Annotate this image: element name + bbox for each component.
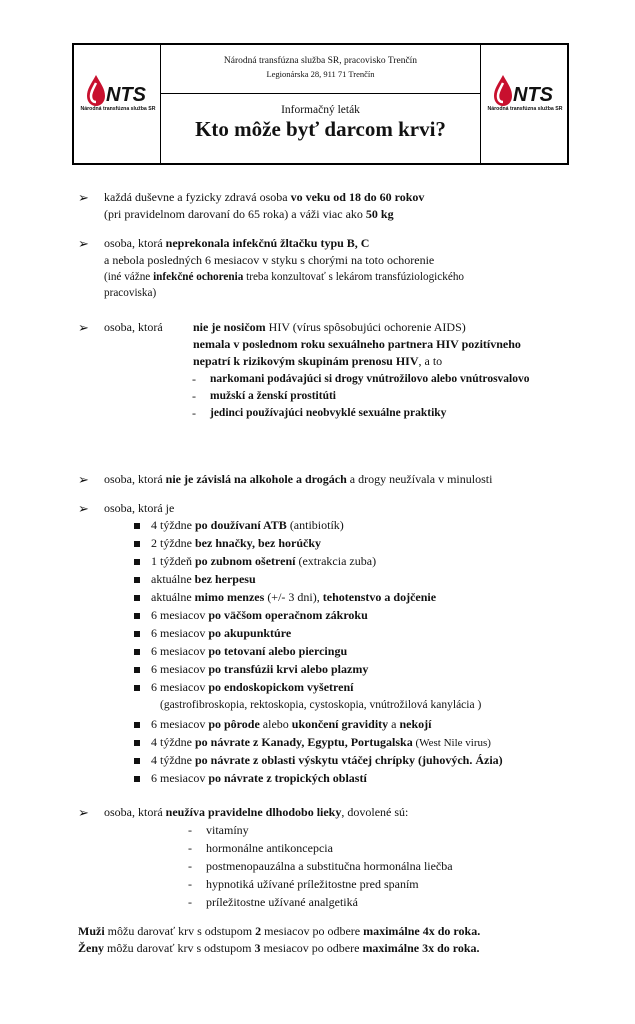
square-bullet-icon bbox=[134, 649, 140, 655]
text-bold: maximálne 3x do roka. bbox=[362, 941, 480, 955]
dash-bullet-icon: - bbox=[192, 389, 196, 403]
text: 4 týždne bbox=[151, 518, 195, 532]
text-bold: po väčšom operačnom zákroku bbox=[208, 608, 368, 622]
text: 6 mesiacov bbox=[151, 626, 209, 640]
text: alebo bbox=[259, 717, 292, 731]
text: a bbox=[388, 717, 400, 731]
text-bold: Muži bbox=[78, 924, 105, 938]
text: osoba, ktorá bbox=[104, 805, 166, 819]
square-bullet-icon bbox=[134, 541, 140, 547]
text-bold: po návrate z Kanady, Egyptu, Portugalska bbox=[195, 735, 413, 749]
deferral-item bbox=[151, 771, 367, 786]
deferral-item bbox=[151, 717, 432, 732]
text: , a to bbox=[418, 354, 443, 368]
text: 4 týždne bbox=[151, 753, 195, 767]
text: , dovolené sú: bbox=[341, 805, 409, 819]
footer-women bbox=[78, 941, 480, 956]
allowed-medication-item: vitamíny bbox=[206, 823, 249, 837]
logo-text: NTS bbox=[513, 84, 553, 106]
text-bold: 50 kg bbox=[365, 207, 394, 221]
text-bold: nekojí bbox=[399, 717, 432, 731]
text: 2 týždne bbox=[151, 536, 195, 550]
text-bold: neužíva pravidelne dlhodobo lieky bbox=[165, 805, 342, 819]
dash-bullet-icon: - bbox=[188, 859, 192, 873]
text-bold: po transfúzii krvi alebo plazmy bbox=[208, 662, 369, 676]
square-bullet-icon bbox=[134, 595, 140, 601]
deferral-item bbox=[151, 608, 368, 623]
risk-group-item: jedinci používajúci neobvyklé sexuálne praktiky bbox=[210, 407, 447, 419]
arrow-bullet-icon: ➢ bbox=[78, 190, 89, 205]
logo-cell-right bbox=[480, 45, 567, 163]
text-bold: po doužívaní ATB bbox=[195, 518, 287, 532]
leaflet-label: Informačný leták bbox=[281, 104, 360, 116]
text: (iné vážne bbox=[104, 271, 154, 283]
dash-bullet-icon: - bbox=[192, 372, 196, 386]
risk-group-item: narkomani podávajúci si drogy vnútrožilovo alebo vnútrosvalovo bbox=[210, 373, 530, 385]
text-bold: nepatrí k rizikovým skupinám prenosu HIV bbox=[193, 354, 419, 368]
deferral-item bbox=[151, 536, 321, 551]
text-bold: nie je závislá na alkohole a drogách bbox=[165, 472, 347, 486]
text: aktuálne bbox=[151, 572, 195, 586]
blood-drop-icon bbox=[82, 71, 154, 111]
text: 6 mesiacov bbox=[151, 771, 209, 785]
dash-bullet-icon: - bbox=[188, 841, 192, 855]
logo-caption: Národná transfúzna služba SR bbox=[487, 106, 563, 112]
text: treba konzultovať s lekárom transfúziologického bbox=[243, 271, 465, 283]
deferral-item bbox=[151, 753, 503, 768]
arrow-bullet-icon: ➢ bbox=[78, 472, 89, 487]
header-org-block bbox=[160, 45, 481, 94]
logo-caption: Národná transfúzna služba SR bbox=[80, 106, 156, 112]
text-bold: Ženy bbox=[78, 941, 105, 955]
text-bold: po zubnom ošetrení bbox=[195, 554, 296, 568]
text: môžu darovať krv s odstupom bbox=[104, 924, 256, 938]
deferral-item bbox=[151, 518, 344, 533]
square-bullet-icon bbox=[134, 631, 140, 637]
deferral-item bbox=[151, 662, 368, 677]
text-bold: po tetovaní alebo piercingu bbox=[208, 644, 348, 658]
dash-bullet-icon: - bbox=[188, 895, 192, 909]
deferral-item bbox=[151, 572, 256, 587]
square-bullet-icon bbox=[134, 613, 140, 619]
deferral-item bbox=[151, 590, 436, 605]
square-bullet-icon bbox=[134, 685, 140, 691]
criterion-medication bbox=[104, 805, 408, 820]
criterion-deferral-intro: osoba, ktorá je bbox=[104, 501, 175, 515]
criterion-age bbox=[104, 190, 424, 205]
text-bold: nie je nosičom bbox=[193, 320, 266, 334]
arrow-bullet-icon: ➢ bbox=[78, 501, 89, 516]
deferral-item bbox=[151, 735, 491, 751]
text-bold: 2 bbox=[255, 924, 262, 938]
text: môžu darovať krv s odstupom bbox=[104, 941, 255, 955]
text: 6 mesiacov bbox=[151, 644, 209, 658]
text-bold: maximálne 4x do roka. bbox=[363, 924, 481, 938]
text: osoba, ktorá bbox=[104, 236, 166, 250]
arrow-bullet-icon: ➢ bbox=[78, 320, 89, 335]
criterion-hepatitis bbox=[104, 236, 369, 251]
criterion-infection-note bbox=[104, 270, 464, 285]
dash-bullet-icon: - bbox=[188, 823, 192, 837]
text-bold: 3 bbox=[254, 941, 261, 955]
allowed-medication-item: hypnotiká užívané príležitostne pred spaním bbox=[206, 877, 419, 891]
criterion-hiv-intro: osoba, ktorá bbox=[104, 320, 163, 334]
page-title: Kto môže byť darcom krvi? bbox=[195, 117, 446, 141]
text: osoba, ktorá bbox=[104, 472, 166, 486]
nts-logo-left bbox=[82, 71, 154, 131]
logo-text: NTS bbox=[106, 84, 146, 106]
risk-group-item: mužskí a ženskí prostitúti bbox=[210, 390, 336, 402]
footer-men bbox=[78, 924, 480, 939]
text-bold: po endoskopickom vyšetrení bbox=[208, 680, 354, 694]
criterion-hiv-risk bbox=[193, 354, 442, 369]
text: a drogy neužívala v minulosti bbox=[346, 472, 493, 486]
allowed-medication-item: príležitostne užívané analgetiká bbox=[206, 895, 358, 909]
text: mesiacov po odbere bbox=[260, 941, 363, 955]
square-bullet-icon bbox=[134, 523, 140, 529]
deferral-item bbox=[151, 554, 376, 569]
dash-bullet-icon: - bbox=[188, 877, 192, 891]
text: 6 mesiacov bbox=[151, 608, 209, 622]
text: každá duševne a fyzicky zdravá osoba bbox=[104, 190, 291, 204]
arrow-bullet-icon: ➢ bbox=[78, 805, 89, 820]
deferral-item bbox=[151, 644, 347, 659]
text-bold: po pôrode bbox=[208, 717, 260, 731]
square-bullet-icon bbox=[134, 776, 140, 782]
text-bold: po návrate z oblasti výskytu vtáčej chrípky (juhových. Ázia) bbox=[195, 753, 503, 767]
text-bold: vo veku od 18 do 60 rokov bbox=[290, 190, 425, 204]
criterion-infection-note-end: pracoviska) bbox=[104, 287, 157, 299]
text-bold: mimo menzes bbox=[194, 590, 265, 604]
allowed-medication-item: hormonálne antikoncepcia bbox=[206, 841, 333, 855]
deferral-item bbox=[151, 680, 353, 695]
text: (pri pravidelnom darovaní do 65 roka) a váži viac ako bbox=[104, 207, 366, 221]
text: (antibiotík) bbox=[286, 518, 344, 532]
text-bold: ukončení gravidity bbox=[291, 717, 389, 731]
text: HIV (vírus spôsobujúci ochorenie AIDS) bbox=[265, 320, 466, 334]
square-bullet-icon bbox=[134, 758, 140, 764]
square-bullet-icon bbox=[134, 722, 140, 728]
text-bold: bez herpesu bbox=[194, 572, 256, 586]
text-bold: po návrate z tropických oblastí bbox=[208, 771, 367, 785]
dash-bullet-icon: - bbox=[192, 406, 196, 420]
text: 4 týždne bbox=[151, 735, 195, 749]
square-bullet-icon bbox=[134, 559, 140, 565]
logo-cell-left bbox=[74, 45, 161, 163]
text: (+/- 3 dni), bbox=[264, 590, 323, 604]
text: (extrakcia zuba) bbox=[295, 554, 377, 568]
criterion-hiv-partner: nemala v poslednom roku sexuálneho partnera HIV pozitívneho bbox=[193, 337, 521, 351]
text: 6 mesiacov bbox=[151, 717, 209, 731]
text: 1 týždeň bbox=[151, 554, 195, 568]
nts-logo-right bbox=[489, 71, 561, 131]
blood-drop-icon bbox=[489, 71, 561, 111]
org-name: Národná transfúzna služba SR, pracovisko Trenčín bbox=[223, 56, 418, 66]
criterion-addiction bbox=[104, 472, 492, 487]
square-bullet-icon bbox=[134, 740, 140, 746]
criterion-weight bbox=[104, 207, 394, 222]
text: 6 mesiacov bbox=[151, 662, 209, 676]
text: aktuálne bbox=[151, 590, 195, 604]
header-box bbox=[72, 43, 569, 165]
text: mesiacov po odbere bbox=[261, 924, 364, 938]
square-bullet-icon bbox=[134, 577, 140, 583]
square-bullet-icon bbox=[134, 667, 140, 673]
allowed-medication-item: postmenopauzálna a substitučna hormonálna liečba bbox=[206, 859, 453, 873]
text-bold: infekčné ochorenia bbox=[153, 271, 244, 283]
text-bold: po akupunktúre bbox=[208, 626, 292, 640]
arrow-bullet-icon: ➢ bbox=[78, 236, 89, 251]
org-address: Legionárska 28, 911 71 Trenčín bbox=[266, 69, 375, 79]
text-bold: bez hnačky, bez horúčky bbox=[195, 536, 322, 550]
text: 6 mesiacov bbox=[151, 680, 209, 694]
deferral-item bbox=[151, 626, 291, 641]
text: (West Nile virus) bbox=[412, 737, 491, 749]
criterion-hiv bbox=[193, 320, 466, 335]
text-bold: tehotenstvo a dojčenie bbox=[322, 590, 437, 604]
header-title-block bbox=[160, 94, 481, 163]
text-bold: neprekonala infekčnú žltačku typu B, C bbox=[165, 236, 370, 250]
criterion-hepatitis-contact: a nebola posledných 6 mesiacov v styku s chorými na toto ochorenie bbox=[104, 253, 435, 267]
deferral-item-note: (gastrofibroskopia, rektoskopia, cystoskopia, vnútrožilová kanylácia ) bbox=[160, 699, 482, 711]
